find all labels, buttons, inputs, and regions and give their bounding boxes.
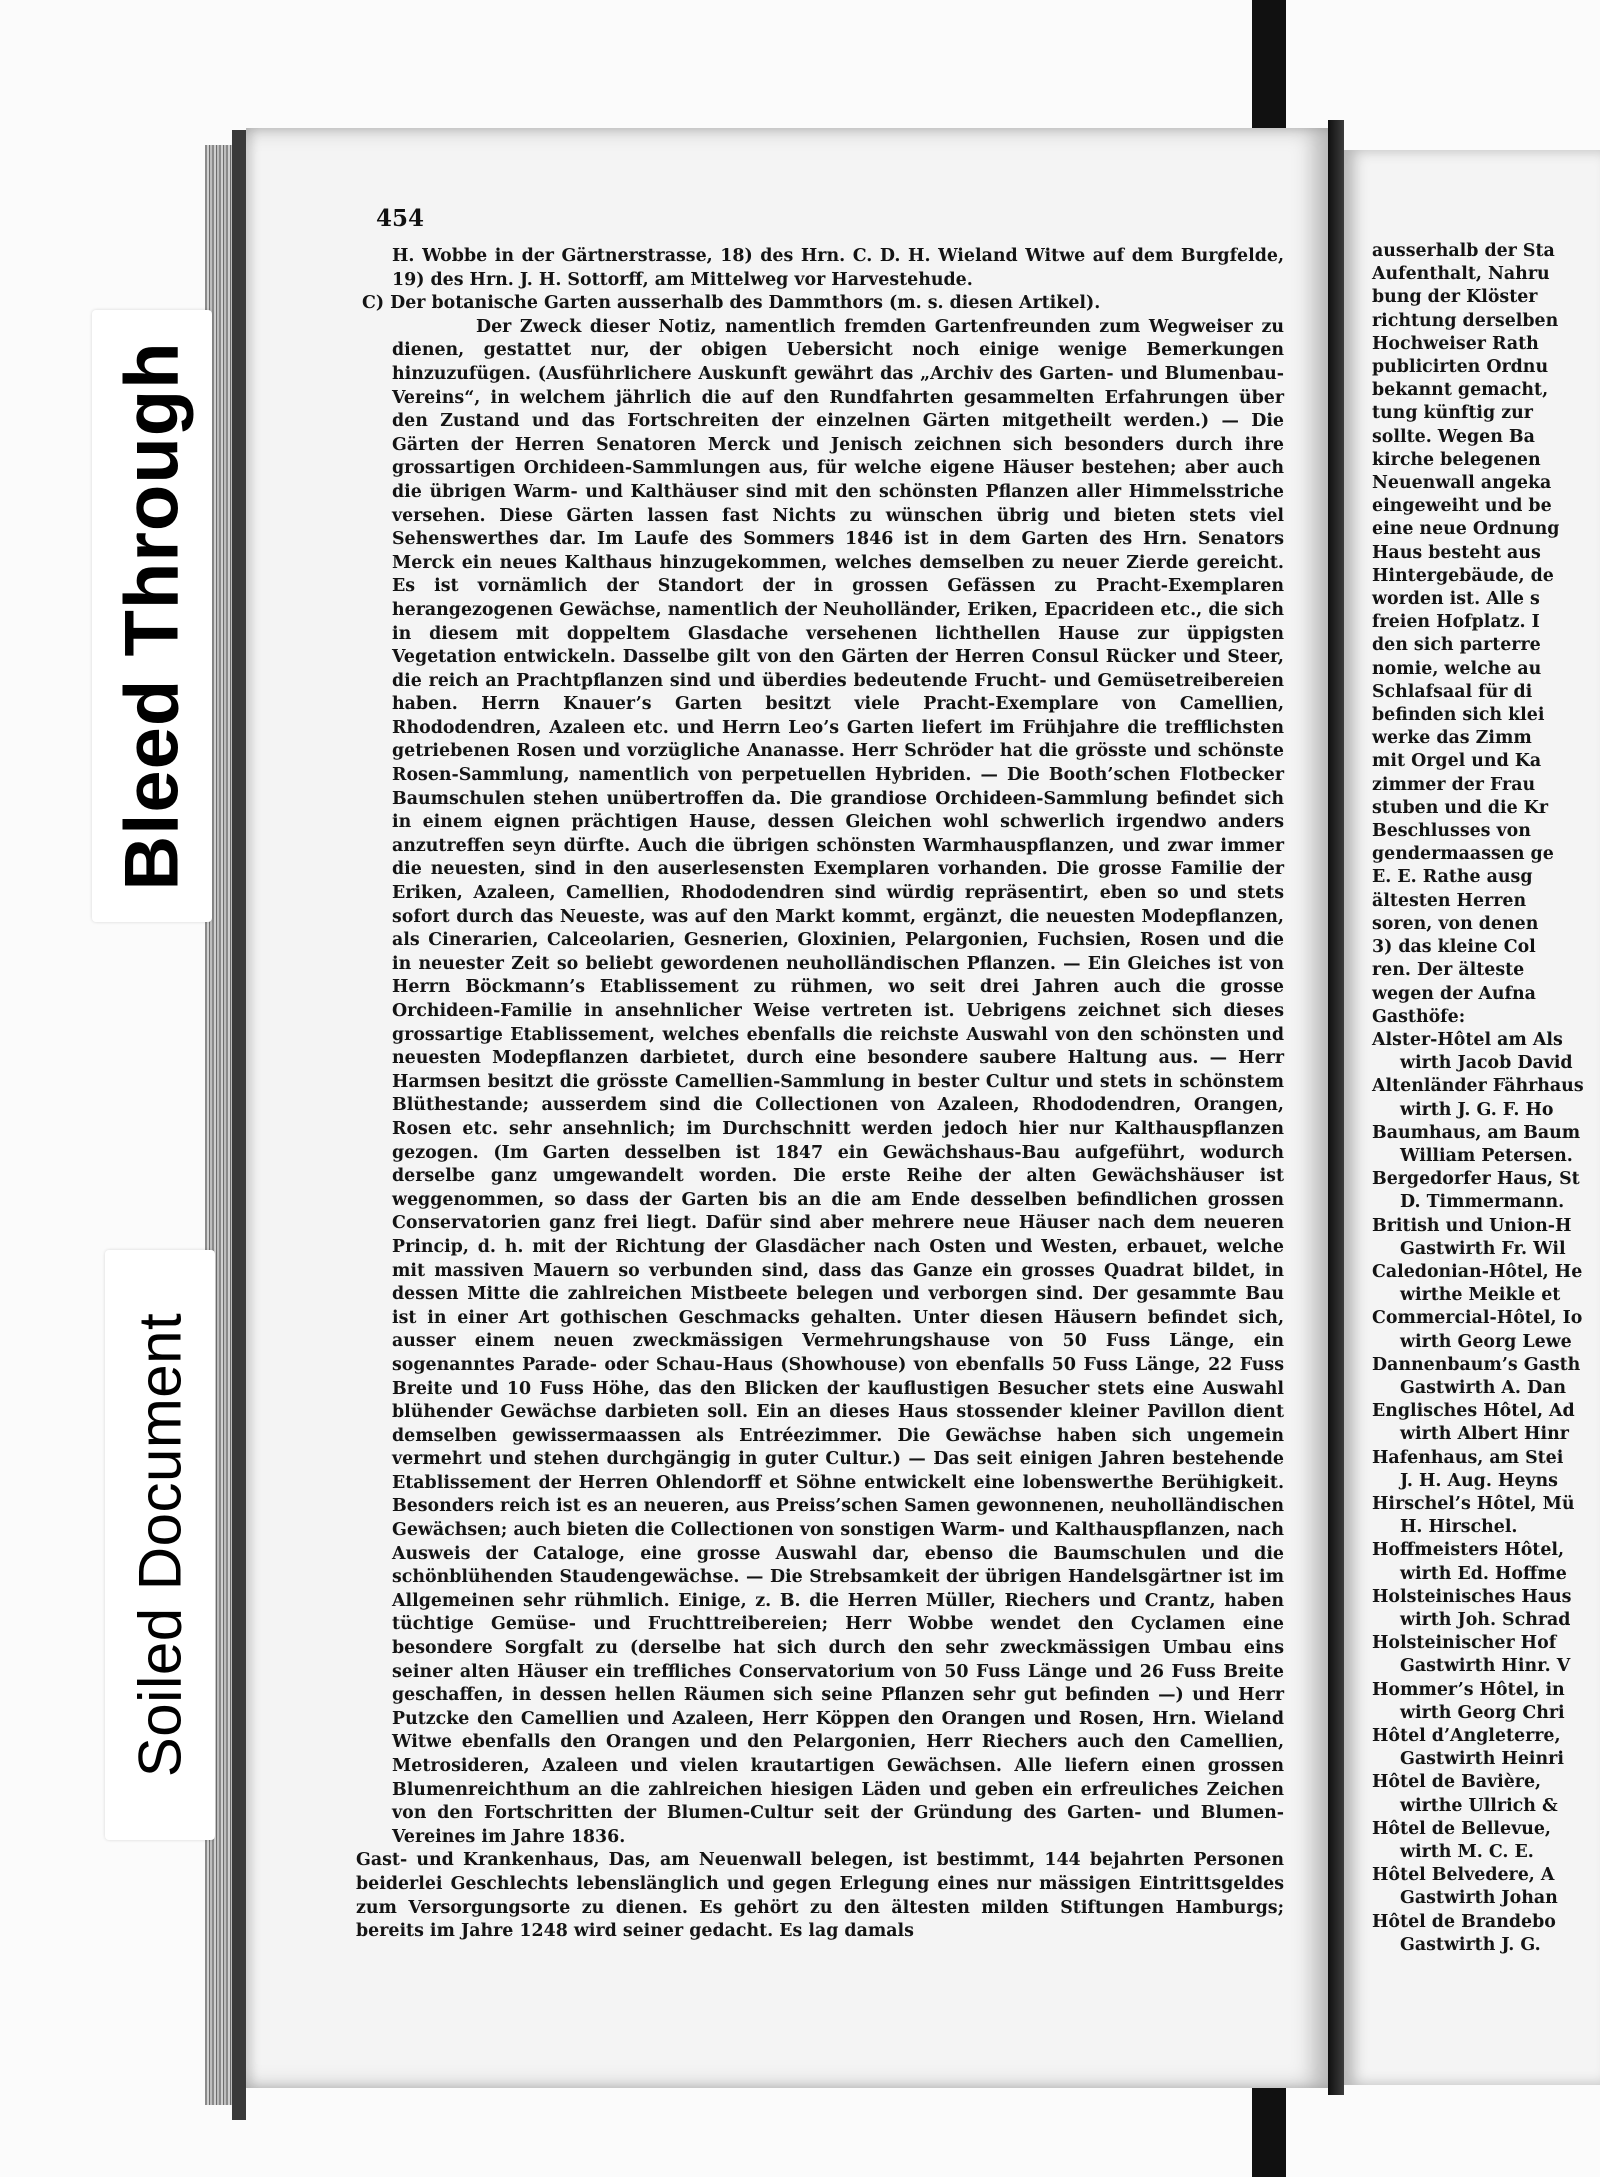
right-page (1344, 150, 1600, 2085)
bleed-through-label-text: Bleed Through (109, 341, 195, 891)
right-page-line: soren, von denen (1372, 913, 1539, 934)
right-page-line: Hommer’s Hôtel, in (1372, 1679, 1565, 1700)
right-page-line: werke das Zimm (1372, 728, 1532, 749)
right-page-line: 3) das kleine Col (1372, 937, 1536, 958)
right-page-line: Hoffmeisters Hôtel, (1372, 1540, 1565, 1561)
right-page-line: kirche belegenen (1372, 449, 1541, 470)
soiled-document-label (105, 1250, 215, 1840)
right-page-line: eingeweiht und be (1372, 496, 1552, 517)
right-page-line: wirthe Meikle et (1400, 1285, 1561, 1306)
bleed-through-label (92, 310, 212, 922)
right-page-line: Altenländer Fährhaus (1372, 1076, 1584, 1097)
right-page-line: J. H. Aug. Heyns (1400, 1470, 1558, 1491)
right-page-line: sollte. Wegen Ba (1372, 426, 1535, 447)
right-page-line: Gastwirth A. Dan (1400, 1377, 1567, 1398)
right-page-line: Neuenwall angeka (1372, 473, 1552, 494)
right-page-line: den sich parterre (1372, 635, 1541, 656)
right-page-line: Hirschel’s Hôtel, Mü (1372, 1493, 1575, 1514)
right-page-line: Baumhaus, am Baum (1372, 1122, 1581, 1143)
right-page-line: Gastwirth J. G. (1400, 1934, 1541, 1955)
right-page-line: eine neue Ordnung (1372, 519, 1560, 540)
right-page-line: Holsteinischer Hof (1372, 1633, 1557, 1654)
right-page-line: Haus besteht aus (1372, 542, 1541, 563)
page-number: 454 (376, 205, 425, 232)
right-page-line: ausserhalb der Sta (1372, 241, 1555, 261)
right-page-line: tung künftig zur (1372, 403, 1533, 424)
right-page-line: Hôtel de Bavière, (1372, 1772, 1542, 1793)
right-page-line: Hôtel d’Angleterre, (1372, 1726, 1561, 1746)
right-page-line: Hôtel de Brandebo (1372, 1911, 1556, 1932)
right-page-line: British und Union-H (1372, 1215, 1572, 1236)
right-page-line: Gasthöfe: (1372, 1006, 1466, 1027)
right-page-line: bung der Klöster (1372, 287, 1538, 308)
right-page-line: Hintergebäude, de (1372, 565, 1554, 586)
right-page-line: wirth M. C. E. (1400, 1842, 1534, 1863)
right-page-line: Aufenthalt, Nahru (1372, 264, 1550, 285)
right-page-line: Hôtel de Bellevue, (1372, 1818, 1551, 1839)
right-page-line: wirth Jacob David (1400, 1053, 1573, 1074)
right-page-line: wirth Georg Chri (1400, 1702, 1565, 1723)
right-page-line: H. Hirschel. (1400, 1517, 1518, 1538)
right-page-line: Hafenhaus, am Stei (1372, 1447, 1564, 1468)
right-page-text (1372, 240, 1600, 1957)
right-page-line: wirth Joh. Schrad (1400, 1609, 1571, 1630)
right-page-line: Bergedorfer Haus, St (1372, 1169, 1580, 1190)
right-page-line: zimmer der Frau (1372, 774, 1536, 795)
right-page-line: Hochweiser Rath (1372, 333, 1539, 354)
right-page-line: nomie, welche au (1372, 658, 1542, 679)
right-page-line: Commercial-Hôtel, Io (1372, 1308, 1583, 1329)
right-page-line: wirth Ed. Hoffme (1400, 1563, 1567, 1584)
main-paragraph: Der Zweck dieser Notiz, namentlich fremden Gartenfreunden zum Wegweiser zu dienen, gestattet nur, der obigen Uebersicht noch einige wenige Bemerkungen hinzuzufügen. (Ausführlichere Auskunft gewährt das „Archiv des Garten- und Blumenbau-Vereins“, in welchem jährlich die auf den Rundfahrten gesammelten Erfahrungen über den Zustand und das Fortschreiten der einzelnen Gärten mitgetheilt werden.) — Die Gärten der Herren Senatoren Merck und Jenisch zeichnen sich besonders durch ihre grossartigen Orchideen-Sammlungen aus, für welche eigene Häuser bestehen; aber auch die übrigen Warm- und Kalthäuser sind mit den schönsten Pflanzen aller Himmelsstriche versehen. Diese Gärten lassen fast Nichts zu wünschen übrig und bieten stets viel Sehenswerthes dar. Im Laufe des Sommers 1846 ist in dem Garten des Hrn. Senators Merck ein neues Kalthaus hinzugekommen, welches demselben zu neuer Zierde gereicht. Es ist vornämlich der Standort der in grossen Gefässen zu Pracht-Exemplaren herangezogenen Gewächse, namentlich der Neuholländer, Eriken, Epacrideen etc., die sich in diesem mit doppeltem Glasdache versehenen lichthellen Hause zur üppigsten Vegetation entwickeln. Dasselbe gilt von den Gärten der Herren Consul Rücker und Steer, die reich an Prachtpflanzen sind und überdies bedeutende Frucht- und Gemüsetreibereien haben. Herrn Knauer’s Garten besitzt viele Pracht-Exemplare von Camellien, Rhododendren, Azaleen etc. und Herrn Leo’s Garten liefert im Frühjahre die trefflichsten getriebenen Rosen und vorzügliche Ananasse. Herr Schröder hat die grösste und schönste Rosen-Sammlung, namentlich von perpetuellen Hybriden. — Die Booth’schen Flotbecker Baumschulen stehen unübertroffen da. Die grandiose Orchideen-Sammlung befindet sich in einem eignen prächtigen Hause, dessen Gleichen wohl schwerlich irgendwo anders anzutreffen seyn dürfte. Auch die übrigen schönsten Warmhauspflanzen, und zwar immer die neuesten, sind in den auserlesensten Exemplaren vorhanden. Die grosse Familie der Eriken, Azaleen, Camellien, Rhododendren sind würdig repräsentirt, eben so und stets sofort durch das Neueste, was auf den Markt kommt, ergänzt, die neuesten Modepflanzen, als Cinerarien, Calceolarien, Gesnerien, Gloxinien, Pelargonien, Fuchsien, Rosen und die in neuester Zeit so beliebt gewordenen neuholländischen Pflanzen. — Ein Gleiches ist von Herrn Böckmann’s Etablissement zu rühmen, wo seit drei Jahren auch die grosse Orchideen-Familie in ansehnlicher Weise vertreten ist. Uebrigens zeichnet sich dieses grossartige Etablissement, welches ebenfalls die reichste Auswahl von den schönsten und neuesten Modepflanzen darbietet, durch eine besondere saubere Haltung aus. — Herr Harmsen besitzt die grösste Camellien-Sammlung in bester Cultur und stets in schönstem Blüthestande; ausserdem sind die Collectionen von Azaleen, Rhododendren, Orangen, Rosen etc. sehr ansehnlich; im Durchschnitt werden jedoch hier nur Kalthauspflanzen gezogen. (Im Garten desselben ist 1847 ein Gewächshaus-Bau aufgeführt, wodurch derselbe ganz umgewandelt worden. Die erste Reihe der alten Gewächshäuser ist weggenommen, so dass der Garten bis an die am Ende desselben befindlichen grossen Conservatorien ganz frei liegt. Dafür sind aber mehrere neue Häuser nach dem neueren Princip, d. h. mit der Richtung der Glasdächer nach Osten und Westen, erbauet, welche mit massiven Mauern so verbunden sind, dass das Ganze ein grosses Quadrat bildet, in dessen Mitte die zahlreichen Mistbeete belegen und verborgen sind. Der gesammte Bau ist in einer Art gothischen Geschmacks gehalten. Unter diesen Häusern befindet sich, ausser einem neuen zweckmässigen Vermehrungshause von 50 Fuss Länge, ein sogenanntes Parade- oder Schau-Haus (Showhouse) von ebenfalls 50 Fuss Länge, 22 Fuss Breite und 10 Fuss Höhe, das den Blicken der kauflustigen Besucher stets eine Auswahl blühender Gewächse darbieten soll. Ein an dieses Haus stossender kleiner Pavillon dient demselben gewissermaassen als Entréezimmer. Die Gewächse haben sich ungemein vermehrt und stehen durchgängig in guter Cultur.) — Das seit einigen Jahren bestehende Etablissement der Herren Ohlendorff et Söhne entwickelt eine lobenswerthe Berühigkeit. Besonders reich ist es an neueren, aus Preiss’schen Samen gewonnenen, neuholländischen Gewächsen; auch bieten die Collectionen von sonstigen Warm- und Kalthauspflanzen, nach Ausweis der Cataloge, eine grosse Auswahl dar, ebenso die Baumschulen und die schönblühenden Staudengewächse. — Die Strebsamkeit der übrigen Handelsgärtner ist im Allgemeinen sehr rühmlich. Einige, z. B. die Herren Müller, Riechers und Crantz, haben tüchtige Gemüse- und Fruchttreibereien; Herr Wobbe wendet den Cyclamen eine besondere Sorgfalt zu (derselbe hat sich durch den sehr zweckmässigen Umbau eins seiner alten Häuser ein treffliches Conservatorium von 50 Fuss Länge und 26 Fuss Breite geschaffen, in dessen hellen Räumen sich seine Pflanzen sehr gut befinden —) und Herr Putzcke den Camellien und Azaleen, Herr Köppen den Orangen und Rosen, Hrn. Wieland Witwe ebenfalls den Orangen und den Pelargonien, Herr Riechers auch den Camellien, Metrosideren, Azaleen und vielen krautartigen Gewächsen. Alle liefern einen grossen Blumenreichthum an die zahlreichen hiesigen Läden und geben ein erfreuliches Zeichen von den Fortschritten der Blumen-Cultur seit der Gründung des Garten- und Blumen-Vereines im Jahre 1836. (392, 316, 1284, 1847)
opening-lines: H. Wobbe in der Gärtnerstrasse, 18) des Hrn. C. D. H. Wieland Witwe auf dem Burgfelde, 19) des Hrn. J. H. Sottorff, am Mittelweg vor Harvestehude. (392, 246, 1284, 290)
right-page-line: wirthe Ullrich & (1400, 1795, 1558, 1816)
right-page-line: ältesten Herren (1372, 890, 1527, 911)
right-page-line: Schlafsaal für di (1372, 681, 1533, 702)
right-page-line: William Petersen. (1400, 1145, 1573, 1166)
right-page-line: Alster-Hôtel am Als (1372, 1029, 1563, 1050)
right-page-line: worden ist. Alle s (1372, 589, 1540, 610)
right-page-line: gendermaassen ge (1372, 844, 1554, 865)
right-page-line: Beschlusses von (1372, 821, 1531, 842)
right-page-line: stuben und die Kr (1372, 797, 1549, 818)
right-page-line: Caledonian-Hôtel, He (1372, 1261, 1583, 1282)
right-page-line: richtung derselben (1372, 310, 1559, 331)
right-page-line: Hôtel Belvedere, A (1372, 1865, 1555, 1886)
right-page-line: befinden sich klei (1372, 705, 1545, 726)
right-page-line: wirth J. G. F. Ho (1400, 1099, 1554, 1120)
right-page-line: Englisches Hôtel, Ad (1372, 1401, 1575, 1422)
right-page-line: mit Orgel und Ka (1372, 751, 1542, 772)
right-page-line: Gastwirth Johan (1400, 1888, 1558, 1909)
section-c-heading: C) Der botanische Garten ausserhalb des Dammthors (m. s. diesen Artikel). (362, 293, 1101, 314)
right-page-line: Gastwirth Hinr. V (1400, 1656, 1571, 1677)
entry-gast-und-krankenhaus: Gast- und Krankenhaus, Das, am Neuenwall belegen, ist bestimmt, 144 bejahrten Personen beiderlei Geschlechts lebenslänglich und gegen Erlegung eines nur mässigen Eintrittsgeldes zum Versorgungsorte zu dienen. Es gehört zu den ältesten milden Stiftungen Hamburgs; bereits im Jahre 1248 wird seiner gedacht. Es lag damals (356, 1850, 1284, 1942)
right-page-line: wirth Albert Hinr (1400, 1424, 1569, 1445)
right-page-line: wirth Georg Lewe (1400, 1331, 1572, 1352)
right-page-line: wegen der Aufna (1372, 983, 1536, 1004)
right-page-line: publicirten Ordnu (1372, 357, 1549, 378)
right-page-line: ren. Der älteste (1372, 960, 1525, 981)
right-page-line: Holsteinisches Haus (1372, 1586, 1572, 1607)
right-page-line: Gastwirth Heinri (1400, 1749, 1564, 1770)
left-page-text (356, 245, 1284, 1944)
right-page-line: D. Timmermann. (1400, 1192, 1565, 1213)
book-spine-edge (232, 130, 246, 2120)
book-gutter (1328, 120, 1344, 2095)
right-page-line: bekannt gemacht, (1372, 380, 1549, 401)
right-page-line: E. E. Rathe ausg (1372, 867, 1533, 888)
right-page-line: Gastwirth Fr. Wil (1400, 1238, 1566, 1259)
soiled-document-label-text: Soiled Document (126, 1312, 194, 1778)
right-page-line: Dannenbaum’s Gasth (1372, 1354, 1581, 1375)
right-page-line: freien Hofplatz. I (1372, 612, 1540, 633)
